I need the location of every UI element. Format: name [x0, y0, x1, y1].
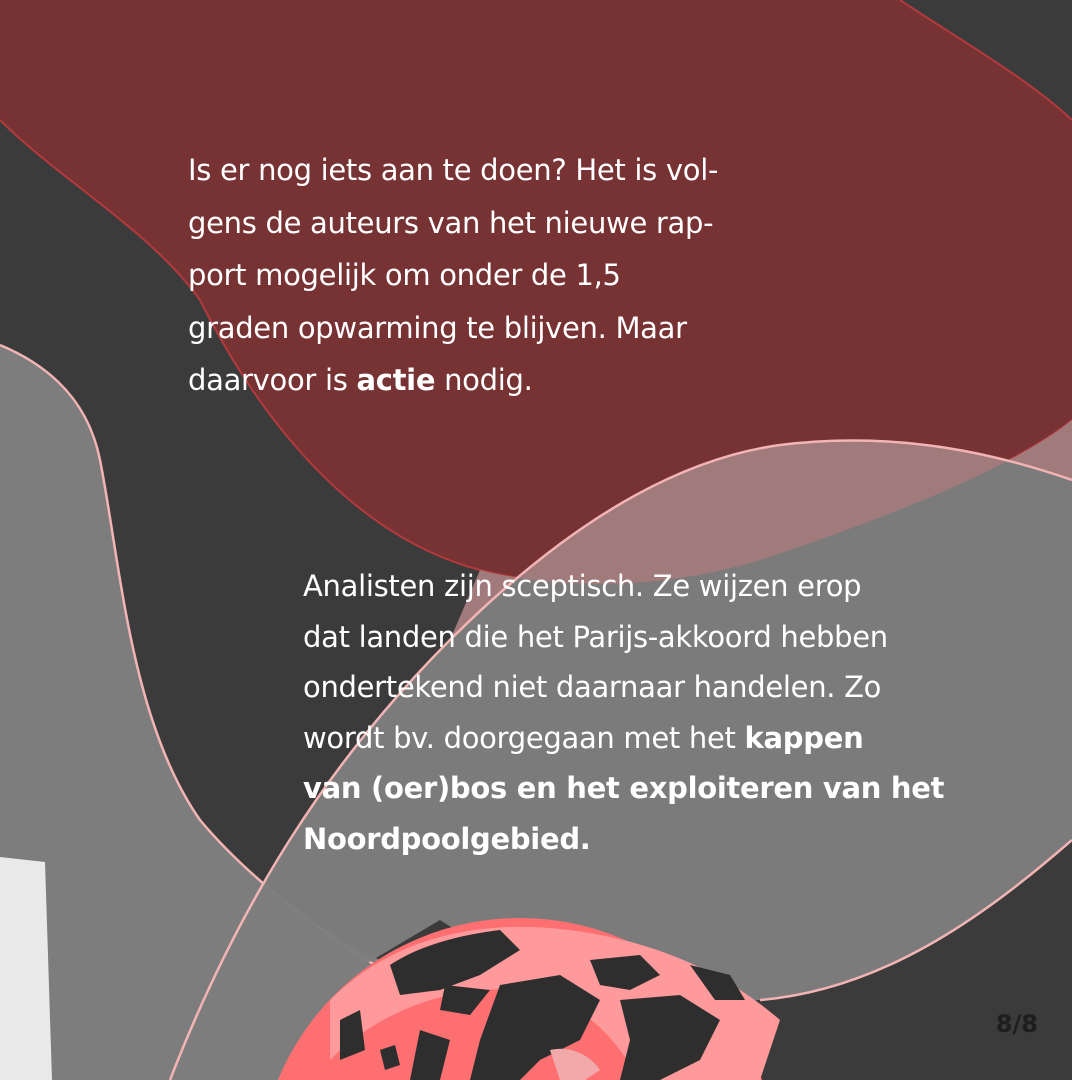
- page-indicator: 8/8: [995, 1010, 1038, 1038]
- intro-emphasis: actie: [356, 363, 436, 397]
- analysts-emphasis-start: kappen: [744, 720, 864, 755]
- analysts-line-6: [303, 814, 1023, 865]
- intro-line-5: [188, 354, 828, 407]
- analysts-paragraph: [303, 561, 1023, 864]
- intro-line-5-end: nodig.: [435, 363, 533, 397]
- intro-line-2: gens de auteurs van het nieuwe rap-: [188, 205, 714, 240]
- analysts-line-3: ondertekend niet daarnaar handelen. Zo: [303, 670, 882, 704]
- intro-line-1: Is er nog iets aan te doen? Het is vol-: [188, 153, 719, 187]
- analysts-line-4: [303, 713, 1023, 764]
- paper-sheet: [0, 857, 52, 1080]
- intro-line-5-text: daarvoor is: [188, 363, 357, 397]
- analysts-emphasis-end: Noordpoolgebied.: [303, 821, 591, 856]
- analysts-line-2: dat landen die het Parijs-akkoord hebben: [303, 619, 888, 654]
- intro-paragraph: [188, 144, 828, 407]
- analysts-line-4-text: wordt bv. doorgegaan met het: [303, 720, 745, 755]
- analysts-line-1: Analisten zijn sceptisch. Ze wijzen erop: [303, 569, 862, 603]
- intro-line-4: graden opwarming te blijven. Maar: [188, 310, 687, 345]
- intro-line-3: port mogelijk om onder de 1,5: [188, 258, 621, 292]
- analysts-line-5: [303, 763, 1023, 814]
- analysts-emphasis-middle: van (oer)bos en het exploiteren van het: [303, 771, 945, 805]
